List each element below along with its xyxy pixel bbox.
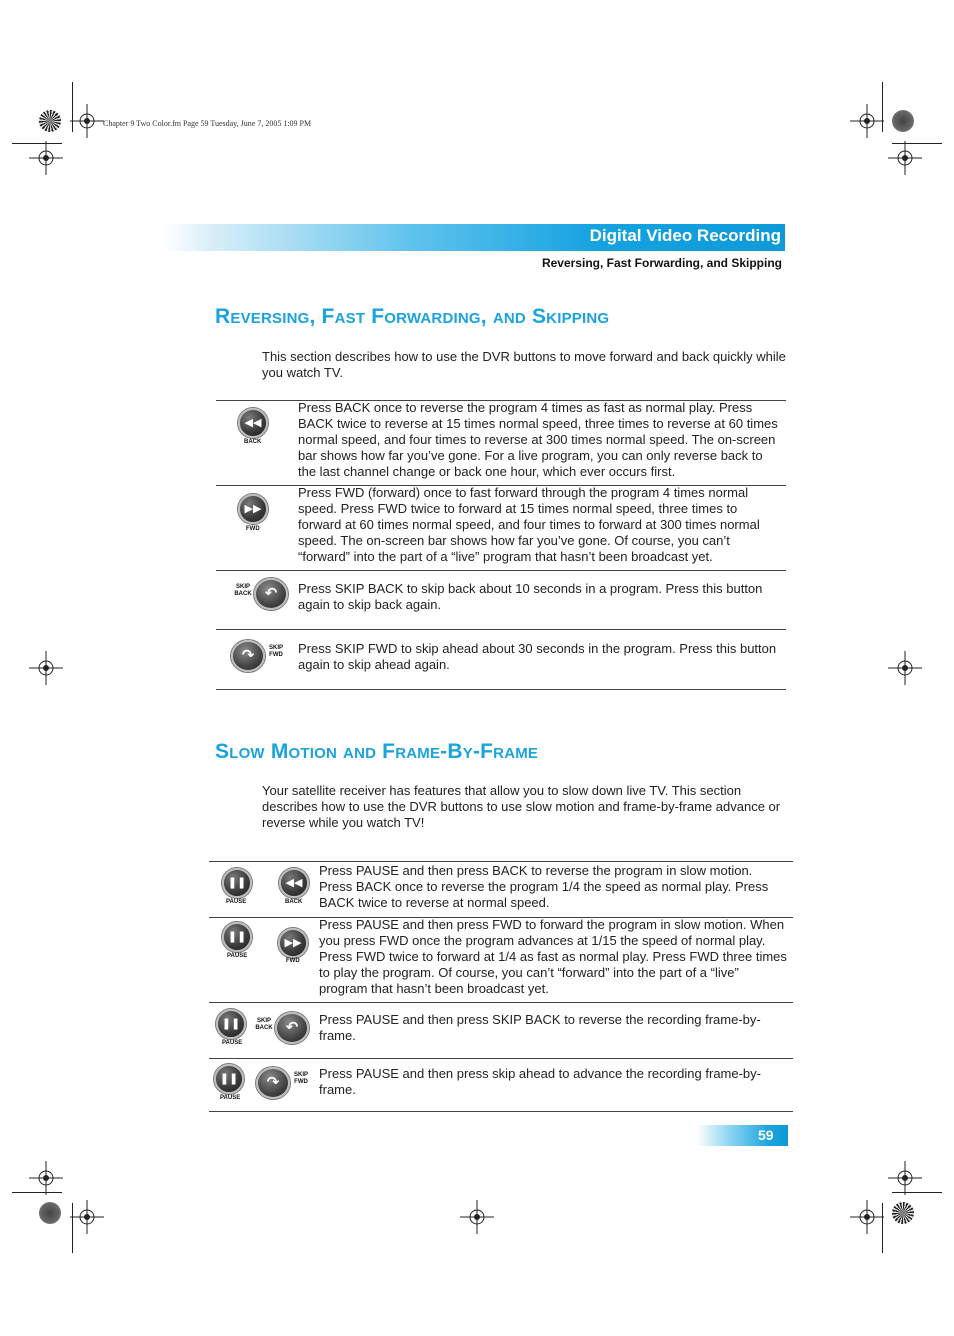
section-intro: Your satellite receiver has features that allow you to slow down live TV. This section describes how to use the DVR buttons to use slow motion and frame-by-frame advance or reverse while you watch TV! (262, 783, 781, 830)
star-target-icon (39, 1202, 61, 1224)
pause-icon: ❚❚ (216, 1009, 246, 1039)
registration-mark-icon (29, 651, 63, 685)
table-rule (209, 1002, 793, 1003)
running-header: Reversing, Fast Forwarding, and Skipping (541, 256, 782, 270)
row-description: Press SKIP BACK to skip back about 10 seconds in a program. Press this button again to skip back again. (298, 581, 763, 612)
registration-mark-icon (70, 1200, 104, 1234)
row-description: Press PAUSE and then press SKIP BACK to reverse the recording frame-by-frame. (319, 1012, 761, 1043)
row-description: Press PAUSE and then press skip ahead to advance the recording frame-by-frame. (319, 1066, 761, 1097)
rewind-icon: ◀◀ (238, 408, 268, 438)
registration-mark-icon (850, 104, 884, 138)
page-number-band (697, 1125, 788, 1146)
pause-icon: ❚❚ (222, 922, 252, 952)
section-intro: This section describes how to use the DVR buttons to move forward and back quickly while you watch TV. (262, 349, 786, 380)
registration-mark-icon (29, 141, 63, 175)
button-label: SKIP BACK (255, 1018, 273, 1031)
star-target-icon (39, 110, 61, 132)
row-description: Press PAUSE and then press BACK to reverse the program in slow motion. Press BACK once to reverse the program 1/4 the speed as normal play. Press BACK twice to reverse at normal speed. (319, 863, 769, 910)
button-label: PAUSE (220, 1095, 241, 1101)
registration-mark-icon (888, 1161, 922, 1195)
button-label: PAUSE (222, 1040, 243, 1046)
button-label: BACK (244, 439, 262, 445)
section-title-slow-motion: Slow Motion and Frame-By-Frame (215, 740, 539, 763)
registration-mark-icon (70, 104, 104, 138)
registration-mark-icon (850, 1200, 884, 1234)
button-label: BACK (285, 899, 303, 905)
registration-mark-icon (29, 1161, 63, 1195)
skip-back-icon: ↶ (254, 578, 288, 610)
skip-forward-icon: ↷ (256, 1067, 290, 1099)
chapter-title: Digital Video Recording (589, 226, 781, 245)
button-label: SKIP BACK (234, 584, 252, 597)
pause-icon: ❚❚ (222, 868, 252, 898)
table-rule (209, 861, 793, 862)
row-description: Press PAUSE and then press FWD to forward the program in slow motion. When you press FWD once the program advances at 1/15 the speed of normal play. Press FWD twice to forward at 1/4 as fast as normal play. Press FWD three times to play the program. Of course, you can’t “forward” into the part of a “live” program that hasn’t been broadcast yet. (319, 917, 787, 996)
table-rule (209, 1058, 793, 1059)
registration-mark-icon (460, 1200, 494, 1234)
button-label: PAUSE (226, 899, 247, 905)
table-rule (216, 689, 786, 690)
button-label: FWD (286, 958, 300, 964)
row-description: Press BACK once to reverse the program 4 times as fast as normal play. Press BACK twice to reverse at 15 times normal speed, three times to reverse at 60 times normal speed, and four times to reverse at 300 times normal speed. The on-screen bar shows how far you’ve gone. For a live program, you can only reverse back to the last channel change or back one hour, which ever occurs first. (298, 400, 778, 479)
page-number: 59 (758, 1127, 774, 1143)
skip-back-icon: ↶ (275, 1012, 309, 1044)
pause-icon: ❚❚ (214, 1064, 244, 1094)
fast-forward-icon: ▶▶ (278, 928, 308, 958)
button-label: SKIP FWD (268, 645, 283, 658)
star-target-icon (892, 1202, 914, 1224)
button-label: FWD (246, 526, 260, 532)
fast-forward-icon: ▶▶ (238, 494, 268, 524)
button-label: SKIP FWD (293, 1072, 308, 1085)
table-rule (216, 629, 786, 630)
registration-mark-icon (888, 651, 922, 685)
table-rule (209, 1111, 793, 1112)
skip-forward-icon: ↷ (231, 640, 265, 672)
rewind-icon: ◀◀ (279, 868, 309, 898)
row-description: Press FWD (forward) once to fast forward through the program 4 times normal speed. Press FWD twice to forward at 15 times normal speed, three times to forward at 60 times normal speed, and four times to forward at 300 times normal speed. The on-screen bar shows how far you’ve gone. Of course, you can’t “forward” into the part of a “live” program that hasn’t been broadcast yet. (298, 485, 760, 564)
star-target-icon (892, 110, 914, 132)
print-slug: Chapter 9 Two Color.fm Page 59 Tuesday, June 7, 2005 1:09 PM (103, 119, 312, 128)
row-description: Press SKIP FWD to skip ahead about 30 seconds in the program. Press this button again to skip ahead again. (298, 641, 777, 672)
registration-mark-icon (888, 141, 922, 175)
section-title-reversing: Reversing, Fast Forwarding, and Skipping (215, 305, 610, 328)
button-label: PAUSE (227, 953, 248, 959)
table-rule (216, 570, 786, 571)
